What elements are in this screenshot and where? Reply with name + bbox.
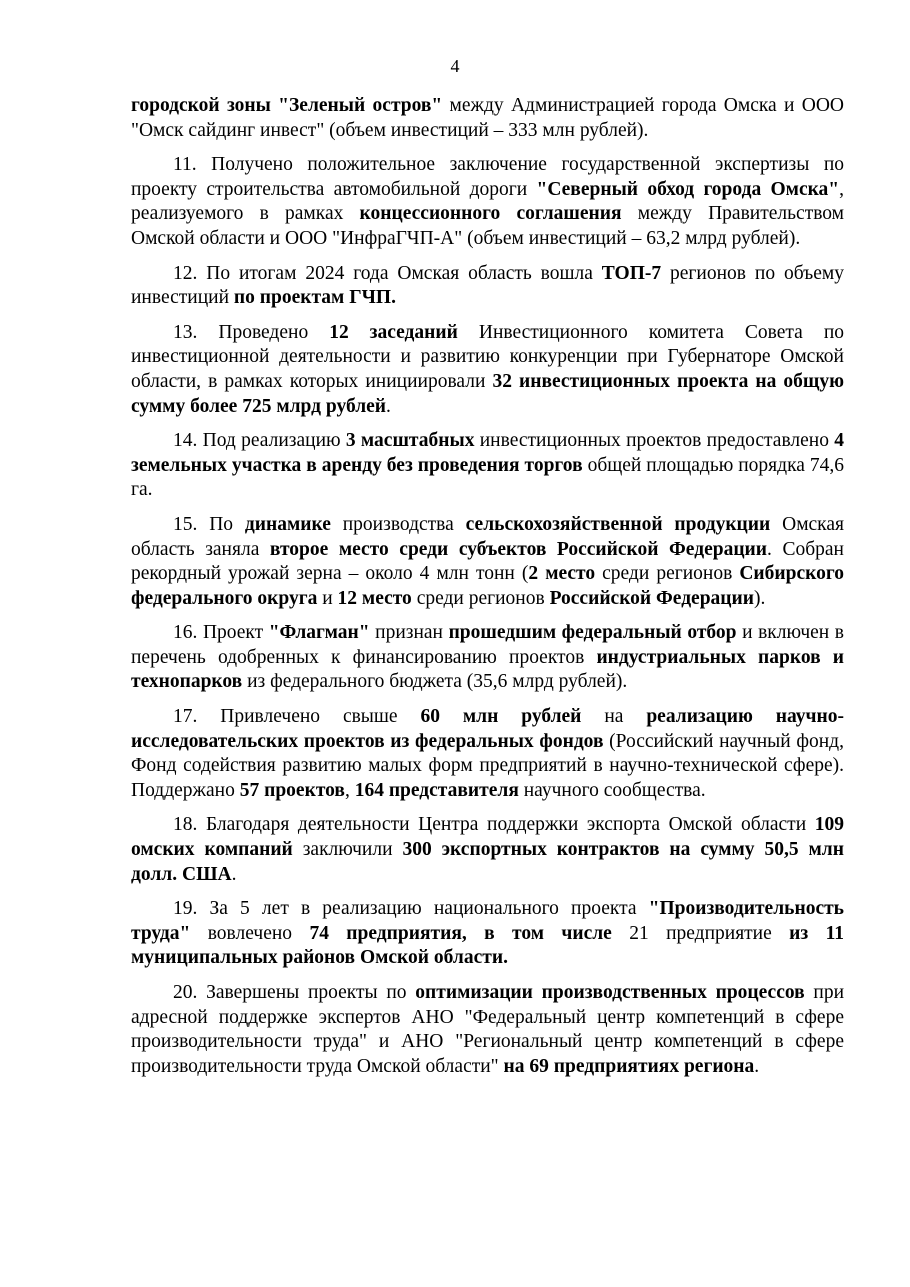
text: между Администрацией города Омска и ООО "Омск сайдинг инвест" (объем инвестиций – 333 млн рублей). (131, 95, 844, 141)
text: Привлечено свыше (197, 706, 421, 728)
bold-text: ТОП-7 (601, 262, 662, 284)
numbered-paragraph (131, 153, 844, 251)
bold-text: "Флагман" (268, 622, 370, 644)
text: Благодаря деятельности Центра поддержки экспорта Омской области (197, 814, 815, 836)
numbered-paragraph (131, 897, 844, 971)
text: . (754, 1055, 760, 1077)
text: Проект (197, 622, 269, 644)
text: ). (754, 587, 766, 609)
numbered-paragraph (131, 262, 844, 311)
page-number: 4 (450, 56, 460, 76)
bold-text: 12 место (337, 587, 412, 609)
bold-text: 74 предприятия, в том числе (309, 922, 612, 944)
bold-text: 300 экспортных контрактов на сумму 50,5 млн долл. США (131, 839, 844, 885)
bold-text: 164 представителя (354, 779, 519, 801)
text: 21 предприятие (611, 922, 790, 944)
text: заключили (292, 839, 403, 861)
text: между Правительством Омской области и ООО "ИнфраГЧП-А" (объем инвестиций – 63,2 млрд рублей). (131, 203, 845, 249)
bold-text: прошедшим федеральный отбор (448, 622, 737, 644)
text: на (581, 706, 647, 728)
text: общей площадью порядка 74,6 га. (131, 454, 844, 501)
text: среди регионов (411, 587, 550, 609)
bold-text: 109 омских компаний (131, 814, 844, 861)
bold-text: 4 земельных участка в аренду без проведения торгов (131, 430, 845, 476)
paragraph-number: 19. (173, 898, 198, 920)
numbered-paragraph (131, 429, 844, 503)
text: при адресной поддержке экспертов АНО "Федеральный центр компетенций в сфере производительности труда" и АНО "Региональный центр компетенций в сфере производительности труда Омской области" (131, 982, 845, 1077)
bold-text: 12 заседаний (329, 321, 458, 343)
bold-text: динамике (244, 513, 331, 535)
text: производства (330, 513, 466, 535)
text: За 5 лет в реализацию национального проекта (197, 898, 649, 920)
text: . Собран рекордный урожай зерна – около 4 млн тонн ( (131, 538, 844, 585)
text: , (344, 779, 355, 801)
bold-text: на 69 предприятиях региона (503, 1055, 755, 1077)
paragraph-number: 12. (173, 262, 198, 284)
bold-text: 60 млн рублей (420, 706, 582, 728)
text: (Российский научный фонд, Фонд содействия развитию малых форм предприятий в научно-технической сфере). Поддержано (131, 730, 844, 801)
text: вовлечено (190, 922, 310, 944)
text: , реализуемого в рамках (131, 178, 844, 225)
bold-text: концессионного соглашения (359, 203, 622, 225)
text: и включен в перечень одобренных к финансированию проектов (131, 622, 844, 668)
text: По итогам 2024 года Омская область вошла (197, 262, 602, 284)
bold-text: 2 место (528, 563, 596, 585)
text: Проведено (197, 321, 330, 343)
text: научного сообщества. (518, 779, 706, 801)
bold-text: оптимизации производственных процессов (415, 982, 805, 1003)
text: . (386, 395, 391, 417)
numbered-paragraph (131, 513, 844, 611)
bold-text: реализацию научно-исследовательских проектов из федеральных фондов (131, 706, 845, 752)
bold-text: "Северный обход города Омска" (536, 178, 840, 200)
text: Завершены проекты по (197, 982, 416, 1003)
document-body (131, 94, 844, 1089)
numbered-paragraph (131, 813, 844, 887)
text: Инвестиционного комитета Совета по инвестиционной деятельности и развитию конкуренции при Губернаторе Омской области, в рамках которых инициировали (131, 321, 845, 392)
paragraph-number: 20. (173, 982, 198, 1003)
paragraph-number: 16. (173, 622, 198, 644)
text: Под реализацию (197, 430, 346, 452)
continuation-paragraph (131, 94, 844, 143)
text: . (231, 863, 237, 885)
bold-text: сельскохозяйственной продукции (465, 513, 771, 535)
paragraph-number: 17. (173, 706, 198, 728)
bold-text: по проектам ГЧП. (233, 287, 396, 309)
text: Омская область заняла (131, 513, 844, 560)
text: По (197, 513, 245, 535)
numbered-paragraph (131, 981, 844, 1079)
bold-text: городской зоны "Зеленый остров" (131, 95, 443, 116)
text: из федерального бюджета (35,6 млрд рублей). (242, 671, 628, 693)
text: и (317, 587, 338, 609)
bold-text: индустриальных парков и технопарков (131, 646, 844, 693)
numbered-paragraph (131, 321, 844, 419)
paragraph-number: 11. (173, 154, 197, 176)
text: регионов по объему инвестиций (131, 262, 844, 309)
bold-text: 3 масштабных (345, 430, 475, 452)
paragraph-number: 18. (173, 814, 198, 836)
bold-text: "Производительность труда" (131, 898, 844, 944)
text: среди регионов (595, 563, 740, 585)
bold-text: второе место среди субъектов Российской Федерации (269, 538, 768, 560)
bold-text: 57 проектов (239, 779, 345, 801)
paragraph-number: 14. (173, 430, 198, 452)
text: признан (369, 622, 449, 644)
numbered-paragraph (131, 705, 844, 803)
paragraph-number: 15. (173, 513, 198, 535)
text: Получено положительное заключение государственной экспертизы по проекту строительства автомобильной дороги (131, 154, 844, 200)
bold-text: из 11 муниципальных районов Омской области. (131, 922, 844, 969)
paragraph-number: 13. (173, 321, 198, 343)
bold-text: Сибирского федерального округа (131, 563, 844, 609)
text: инвестиционных проектов предоставлено (474, 430, 835, 452)
bold-text: 32 инвестиционных проекта на общую сумму более 725 млрд рублей (131, 370, 844, 417)
numbered-paragraph (131, 621, 844, 695)
bold-text: Российской Федерации (549, 587, 755, 609)
